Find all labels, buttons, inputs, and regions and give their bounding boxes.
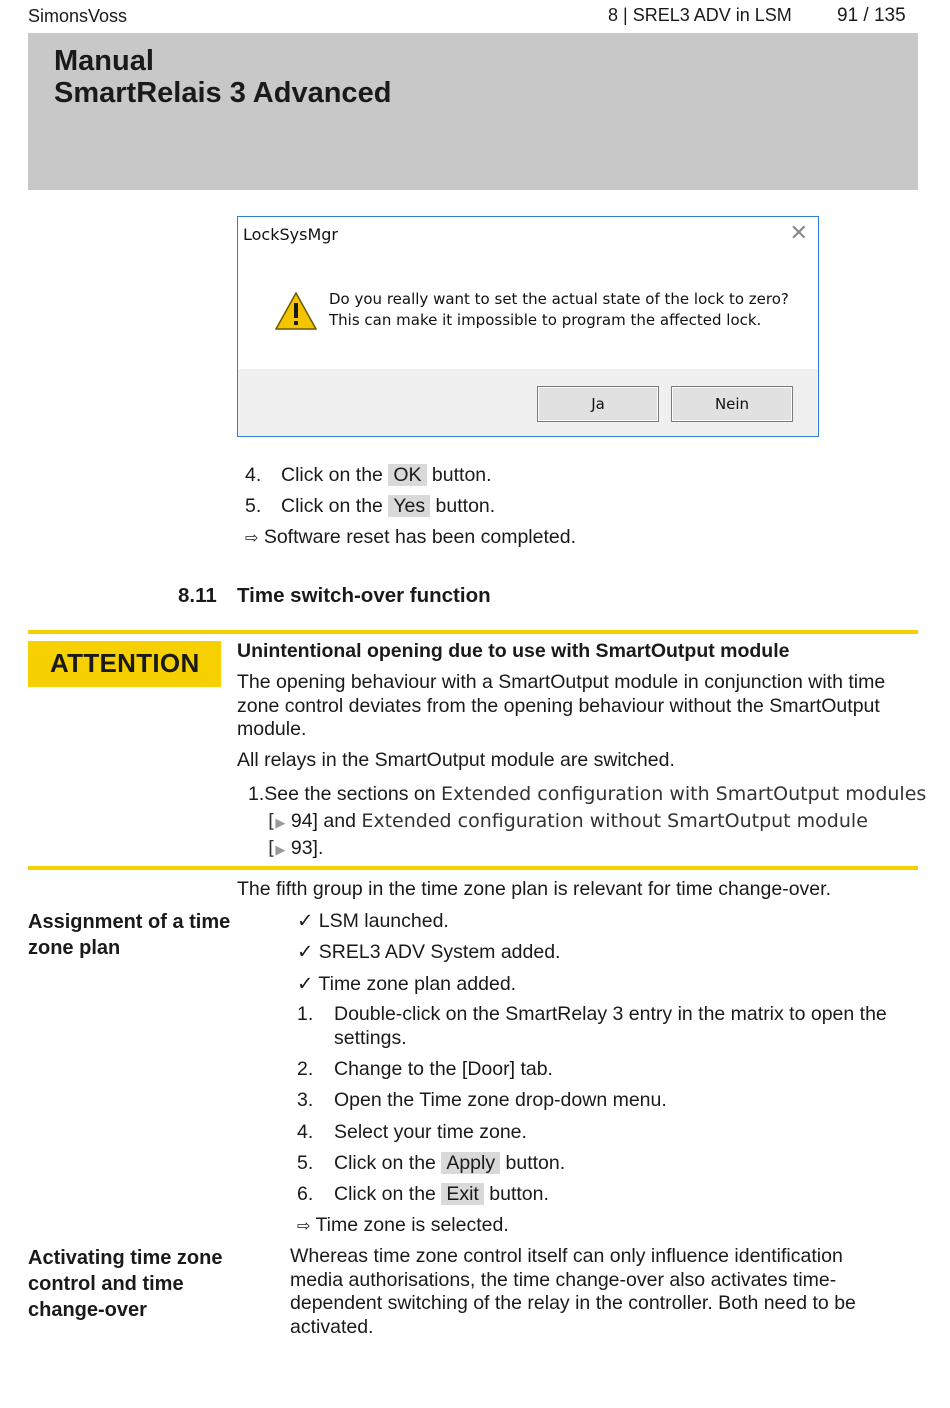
attention-paragraph-line2: zone control deviates from the opening behaviour without the SmartOutput	[237, 694, 880, 717]
attention-paragraph-line1: The opening behaviour with a SmartOutput module in conjunction with time	[237, 671, 886, 693]
list-item	[297, 1058, 553, 1082]
attention-relays-note: All relays in the SmartOutput module are switched.	[237, 749, 675, 771]
step-text: Click on the	[334, 1183, 436, 1205]
page-number: 91 / 135	[837, 5, 906, 26]
step-number: 5.	[245, 495, 262, 517]
attention-heading: Unintentional opening due to use with SmartOutput module	[237, 640, 790, 662]
step-text: Click on the	[281, 464, 383, 486]
step-number: 4.	[297, 1121, 314, 1143]
dialog-title: LockSysMgr	[243, 225, 338, 244]
prerequisite-text: SREL3 ADV System added.	[318, 941, 561, 963]
step-number: 6.	[297, 1183, 314, 1205]
link-page-ref[interactable]: 94]	[290, 810, 318, 832]
activating-paragraph	[290, 1245, 856, 1339]
locksysmgr-dialog	[237, 216, 819, 437]
nein-button[interactable]: Nein	[671, 386, 793, 422]
activating-paragraph-line4: activated.	[290, 1315, 374, 1338]
step-text-line1: Double-click on the SmartRelay 3 entry in the matrix to open the	[334, 1003, 887, 1025]
fifth-group-note: The fifth group in the time zone plan is relevant for time change-over.	[237, 878, 831, 900]
list-item	[297, 1183, 549, 1207]
prerequisite-text: Time zone plan added.	[318, 973, 517, 995]
activating-heading-line3: change-over	[28, 1299, 147, 1321]
step-text-end: button.	[435, 495, 496, 517]
checkmark-icon: ✓	[297, 909, 314, 932]
activating-heading	[28, 1245, 222, 1323]
list-item	[297, 909, 449, 934]
link-extended-config-with[interactable]: Extended configuration with SmartOutput modules	[440, 783, 927, 805]
result-arrow-icon: ⇨	[245, 528, 259, 547]
step-text-end: button.	[431, 464, 492, 486]
step-number: 1.	[248, 783, 265, 805]
list-item	[245, 464, 492, 488]
ui-element-exit: Exit	[441, 1183, 484, 1205]
result-text: Time zone is selected.	[315, 1214, 509, 1236]
step-text: Click on the	[334, 1152, 436, 1174]
step-text-end: button.	[489, 1183, 549, 1205]
manual-title-line1: Manual	[54, 45, 154, 77]
assignment-heading-line2: zone plan	[28, 937, 121, 959]
attention-step-line3	[268, 837, 323, 862]
activating-paragraph-line2: media authorisations, the time change-over also activates time-	[290, 1268, 837, 1291]
result-line	[297, 1214, 509, 1238]
ui-element-ok: OK	[388, 464, 426, 486]
checkmark-icon: ✓	[297, 972, 314, 995]
assignment-heading-line1: Assignment of a time	[28, 911, 231, 933]
step-text: Open the Time zone drop-down menu.	[334, 1089, 667, 1111]
chapter-label: 8 | SREL3 ADV in LSM	[608, 5, 792, 25]
activating-paragraph-line1: Whereas time zone control itself can only influence identification	[290, 1245, 843, 1267]
dialog-message-line1: Do you really want to set the actual state of the lock to zero?	[329, 290, 789, 308]
activating-heading-line1: Activating time zone	[28, 1247, 223, 1269]
link-triangle-icon: ▶	[275, 842, 286, 857]
prerequisite-text: LSM launched.	[318, 910, 449, 932]
list-item	[297, 940, 560, 965]
attention-bottom-rule	[28, 866, 918, 870]
attention-top-rule	[28, 630, 918, 634]
activating-paragraph-line3: dependent switching of the relay in the controller. Both need to be	[290, 1292, 856, 1314]
list-item	[297, 1003, 313, 1027]
result-arrow-icon: ⇨	[297, 1216, 311, 1235]
close-icon[interactable]: ✕	[789, 221, 808, 246]
ui-element-yes: Yes	[388, 495, 430, 517]
ui-element-apply: Apply	[441, 1152, 500, 1174]
step-text-end: button.	[505, 1152, 566, 1174]
manual-title-line2: SmartRelais 3 Advanced	[54, 77, 392, 109]
manual-title	[54, 45, 391, 109]
section-number: 8.11	[178, 584, 217, 607]
dialog-message-line2: This can make it impossible to program the affected lock.	[329, 311, 762, 329]
assignment-heading	[28, 909, 230, 961]
list-item	[245, 495, 495, 519]
step-text-line2: settings.	[334, 1026, 407, 1049]
step-text: See the sections on	[264, 783, 436, 805]
attention-paragraph	[237, 671, 885, 742]
warning-triangle-icon	[274, 291, 318, 331]
attention-paragraph-line3: module.	[237, 718, 307, 740]
link-bracket-open: [	[268, 810, 276, 832]
list-item	[297, 1152, 565, 1176]
step-number: 2.	[297, 1058, 314, 1080]
link-extended-config-without[interactable]: Extended configuration without SmartOutput module	[361, 810, 868, 832]
step-number: 3.	[297, 1089, 314, 1111]
step-number: 5.	[297, 1152, 314, 1174]
ja-button[interactable]: Ja	[537, 386, 659, 422]
step-number: 1.	[297, 1003, 314, 1025]
section-title: Time switch-over function	[237, 584, 491, 607]
link-page-ref[interactable]: 93].	[290, 837, 324, 859]
attention-step-line2	[268, 810, 868, 835]
activating-heading-line2: control and time	[28, 1273, 184, 1295]
step-text: Change to the [Door] tab.	[334, 1058, 553, 1080]
attention-step	[248, 783, 926, 807]
list-item	[297, 1121, 527, 1145]
step-number: 4.	[245, 464, 262, 486]
result-line	[245, 526, 576, 550]
step-text	[334, 1003, 887, 1050]
dialog-message	[329, 289, 789, 331]
list-item	[297, 1089, 667, 1113]
attention-label: ATTENTION	[50, 648, 200, 678]
result-text: Software reset has been completed.	[263, 526, 577, 548]
checkmark-icon: ✓	[297, 940, 314, 963]
step-text: Click on the	[281, 495, 383, 517]
link-triangle-icon: ▶	[275, 815, 286, 830]
list-item	[297, 972, 516, 997]
step-text-and: and	[323, 810, 356, 832]
brand-name: SimonsVoss	[28, 6, 128, 26]
link-bracket-open: [	[268, 837, 276, 859]
step-text: Select your time zone.	[334, 1121, 527, 1143]
